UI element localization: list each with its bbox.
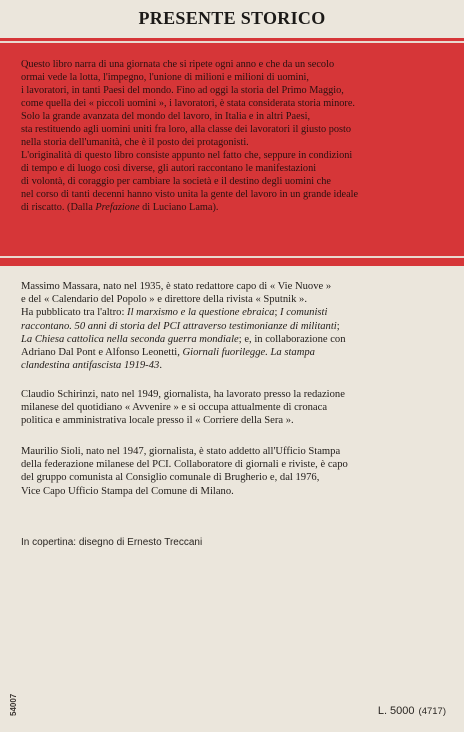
blurb-line: L'originalità di questo libro consiste appunto nel fatto che, seppure in condizioni	[21, 150, 353, 161]
author-bio-schirinzi	[21, 388, 451, 428]
book-title: Giornali fuorilegge. La stampa	[182, 347, 315, 359]
blurb-line: sta restituendo agli uomini uniti fra loro, alla classe dei lavoratori il giusto posto	[21, 124, 352, 135]
bio-line	[21, 346, 451, 359]
blurb-line: Solo la grande avanzata del mondo del lavoro, in Italia e in altri Paesi,	[21, 111, 311, 122]
bio-line	[21, 320, 451, 333]
price-label	[378, 705, 446, 717]
author-bio-sioli	[21, 445, 451, 498]
bio-line: Massimo Massara, nato nel 1935, è stato redattore capo di « Vie Nuove »	[21, 281, 332, 292]
bio-text: .	[159, 360, 162, 372]
bio-text: Ha pubblicato tra l'altro:	[21, 307, 128, 319]
blurb-text	[21, 58, 447, 214]
bio-line: Maurilio Sioli, nato nel 1947, giornalista, è stato addetto all'Ufficio Stampa	[21, 446, 341, 457]
blurb-line: di volontà, di coraggio per cambiare la società e il destino degli uomini che	[21, 176, 331, 187]
price-value: L. 5000	[377, 705, 415, 717]
bio-line: Vice Capo Ufficio Stampa del Comune di Milano.	[21, 485, 234, 497]
bio-text: ;	[336, 320, 340, 332]
bio-line: della federazione milanese del PCI. Collaboratore di giornali e riviste, è capo	[21, 459, 348, 471]
bio-text: ;	[274, 307, 281, 319]
bio-line	[21, 359, 451, 372]
isbn-code: 54007	[9, 693, 18, 716]
bio-line: politica e amministrativa locale presso il « Corriere della Sera ».	[21, 415, 294, 427]
blurb-last-after: di Luciano Lama).	[139, 202, 219, 213]
panel-top-rule	[0, 41, 464, 43]
bio-text: Adriano Dal Pont e Alfonso Leonetti,	[21, 347, 183, 359]
book-title: clandestina antifascista 1919-43	[21, 360, 160, 372]
blurb-line: di tempo e di luogo così diverse, gli autori raccontano le manifestazioni	[21, 163, 317, 174]
bio-line: Claudio Schirinzi, nato nel 1949, giornalista, ha lavorato presso la redazione	[21, 389, 345, 400]
price-code: (4717)	[418, 706, 446, 717]
blurb-line: nella storia dell'umanità, che è il posto dei protagonisti.	[21, 137, 249, 148]
bio-line	[21, 306, 451, 319]
bio-line: milanese del quotidiano « Avvenire » e si occupa attualmente di cronaca	[21, 402, 328, 414]
blurb-line: come quella dei « piccoli uomini », i lavoratori, è stata considerata storia minore.	[21, 98, 355, 109]
blurb-line: i lavoratori, in tanti Paesi del mondo. Fino ad oggi la storia del Primo Maggio,	[21, 85, 344, 96]
bio-line: e del « Calendario del Popolo » e direttore della rivista « Sputnik ».	[21, 294, 307, 306]
series-header	[0, 0, 464, 36]
cover-credit: In copertina: disegno di Ernesto Treccani	[21, 537, 203, 548]
series-title: PRESENTE STORICO	[138, 7, 326, 28]
book-title: raccontano. 50 anni di storia del PCI attraverso testimonianze di militanti	[21, 320, 337, 332]
blurb-line: Questo libro narra di una giornata che si ripete ogni anno e che da un secolo	[21, 59, 335, 70]
book-title: I comunisti	[280, 307, 328, 319]
blurb-last-before: di riscatto. (Dalla	[21, 202, 96, 213]
blurb-line-last	[21, 201, 447, 214]
blurb-line: ormai vede la lotta, l'impegno, l'unione di milioni e milioni di uomini,	[21, 72, 309, 83]
book-title: La Chiesa cattolica nella seconda guerra mondiale	[21, 333, 239, 345]
bio-text: ; e, in collaborazione con	[238, 333, 346, 345]
bio-line: del gruppo comunista al Consiglio comunale di Brugherio e, dal 1976,	[21, 472, 320, 484]
panel-bottom-rule	[0, 256, 464, 258]
bio-line	[21, 333, 451, 346]
book-title: Il marxismo e la questione ebraica	[127, 307, 275, 319]
blurb-line: nel corso di tanti decenni hanno visto unita la gente del lavoro in un grande ideale	[21, 189, 359, 200]
author-bio-massara	[21, 280, 451, 372]
preface-title: Prefazione	[95, 202, 140, 213]
